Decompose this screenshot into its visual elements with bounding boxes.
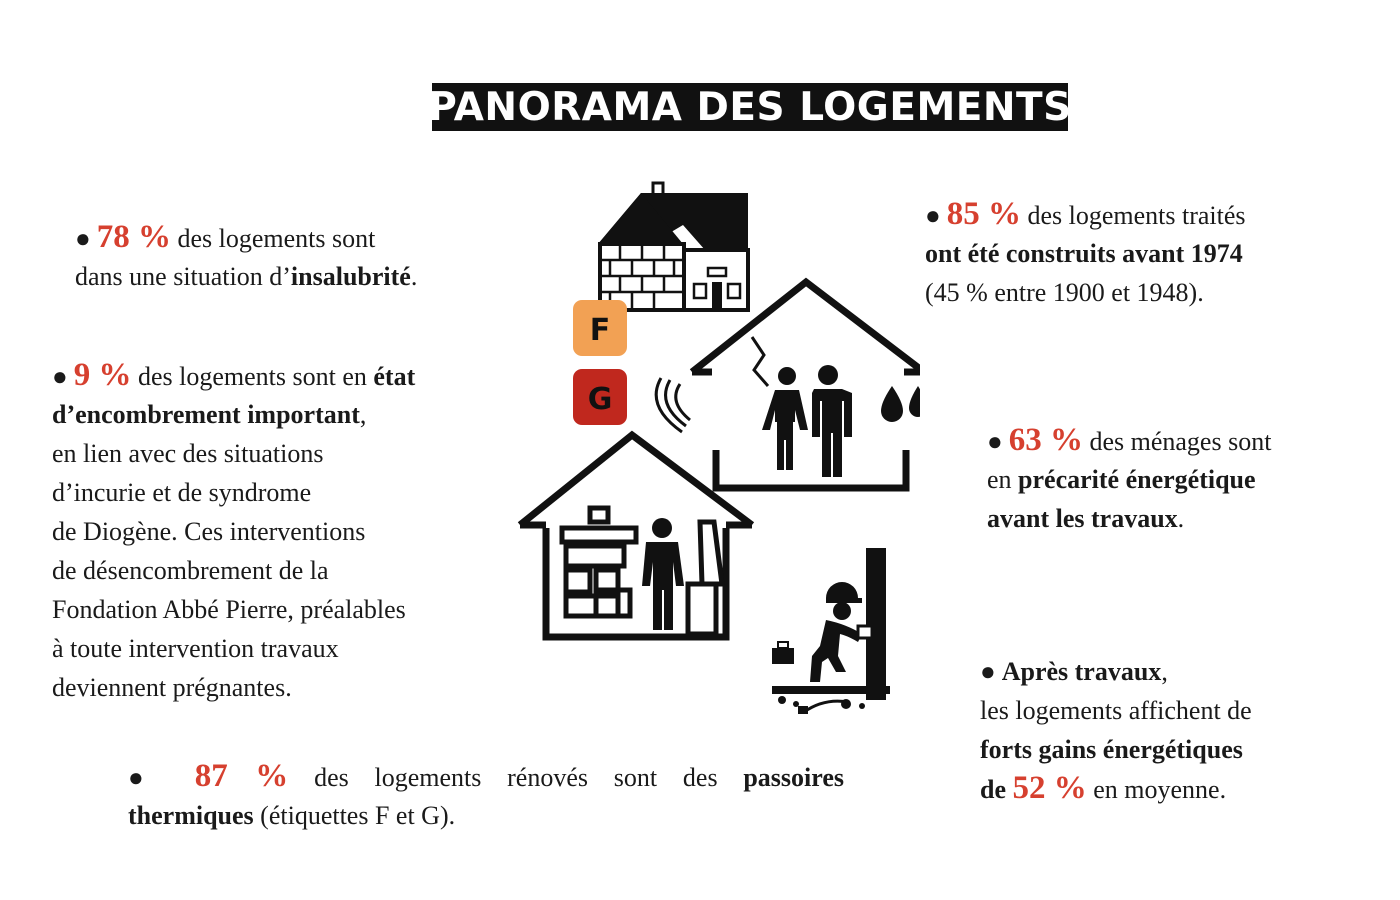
stat-text: . bbox=[410, 262, 418, 291]
stat-value: 63 % bbox=[1008, 422, 1083, 458]
stat-text: , bbox=[359, 400, 367, 429]
stat-text: (étiquettes F et G). bbox=[253, 801, 456, 830]
stat-emphasis: forts gains énergétiques bbox=[980, 735, 1243, 764]
stat-emphasis: insalubrité bbox=[290, 262, 411, 291]
stat-value: 52 % bbox=[1012, 770, 1087, 806]
stat-encombrement bbox=[52, 356, 415, 707]
stat-construction bbox=[925, 195, 1246, 312]
stat-text: des logements traités bbox=[1020, 201, 1246, 230]
stat-text: des logements sont en bbox=[131, 362, 374, 391]
stat-text: (45 % entre 1900 et 1948). bbox=[925, 278, 1204, 307]
stat-text: des ménages sont bbox=[1082, 427, 1272, 456]
stat-text: dans une situation d’ bbox=[75, 262, 291, 291]
stat-emphasis: passoires bbox=[743, 763, 844, 792]
housing-illustration bbox=[500, 175, 920, 720]
bullet-icon: ● bbox=[925, 201, 941, 230]
repair-worker-icon bbox=[772, 548, 890, 714]
bullet-icon: ● bbox=[987, 427, 1003, 456]
stat-text: . bbox=[1177, 504, 1185, 533]
stat-text: en bbox=[987, 465, 1019, 494]
stat-emphasis: ont été construits avant 1974 bbox=[925, 239, 1243, 268]
stat-emphasis: état bbox=[373, 362, 416, 391]
stat-emphasis: avant les travaux bbox=[987, 504, 1178, 533]
stat-text: de désencombrement de la bbox=[52, 556, 329, 585]
energy-label-g-icon bbox=[573, 369, 627, 425]
stat-text: , bbox=[1161, 657, 1168, 686]
page-title: PANORAMA DES LOGEMENTS bbox=[428, 84, 1072, 130]
stat-text: en moyenne. bbox=[1086, 775, 1227, 804]
stat-value: 87 % bbox=[194, 758, 289, 794]
stat-value: 85 % bbox=[946, 196, 1021, 232]
stat-insalubrite bbox=[75, 218, 417, 296]
bullet-icon: ● bbox=[980, 657, 996, 686]
stat-text: d’incurie et de syndrome bbox=[52, 478, 312, 507]
bullet-icon: ● bbox=[75, 224, 91, 253]
damp-house-icon bbox=[656, 282, 920, 488]
energy-label-f-icon bbox=[573, 300, 627, 356]
stat-gains bbox=[980, 652, 1252, 808]
stat-text: en lien avec des situations bbox=[52, 439, 324, 468]
stat-emphasis: Après travaux bbox=[1001, 657, 1162, 686]
stat-value: 78 % bbox=[96, 219, 171, 255]
bullet-icon: ● bbox=[52, 362, 68, 391]
bullet-icon: ● bbox=[128, 763, 163, 792]
stat-emphasis: de bbox=[980, 775, 1013, 804]
label-f: F bbox=[589, 313, 611, 348]
stat-emphasis: thermiques bbox=[128, 801, 254, 830]
stat-text: de Diogène. Ces interventions bbox=[52, 517, 366, 546]
old-house-icon bbox=[598, 183, 748, 310]
stat-text: les logements affichent de bbox=[980, 696, 1252, 725]
stat-emphasis: d’encombrement important bbox=[52, 400, 360, 429]
stat-value: 9 % bbox=[73, 357, 132, 393]
stat-text: des logements sont bbox=[170, 224, 376, 253]
stat-text: Fondation Abbé Pierre, préalables bbox=[52, 595, 406, 624]
stat-text: des logements rénovés sont des bbox=[288, 763, 744, 792]
stat-text: à toute intervention travaux bbox=[52, 634, 339, 663]
stat-passoires bbox=[128, 757, 844, 835]
stat-emphasis: précarité énergétique bbox=[1018, 465, 1256, 494]
label-g: G bbox=[587, 382, 613, 417]
stat-text: deviennent prégnantes. bbox=[52, 673, 292, 702]
stat-precarite bbox=[987, 421, 1271, 538]
